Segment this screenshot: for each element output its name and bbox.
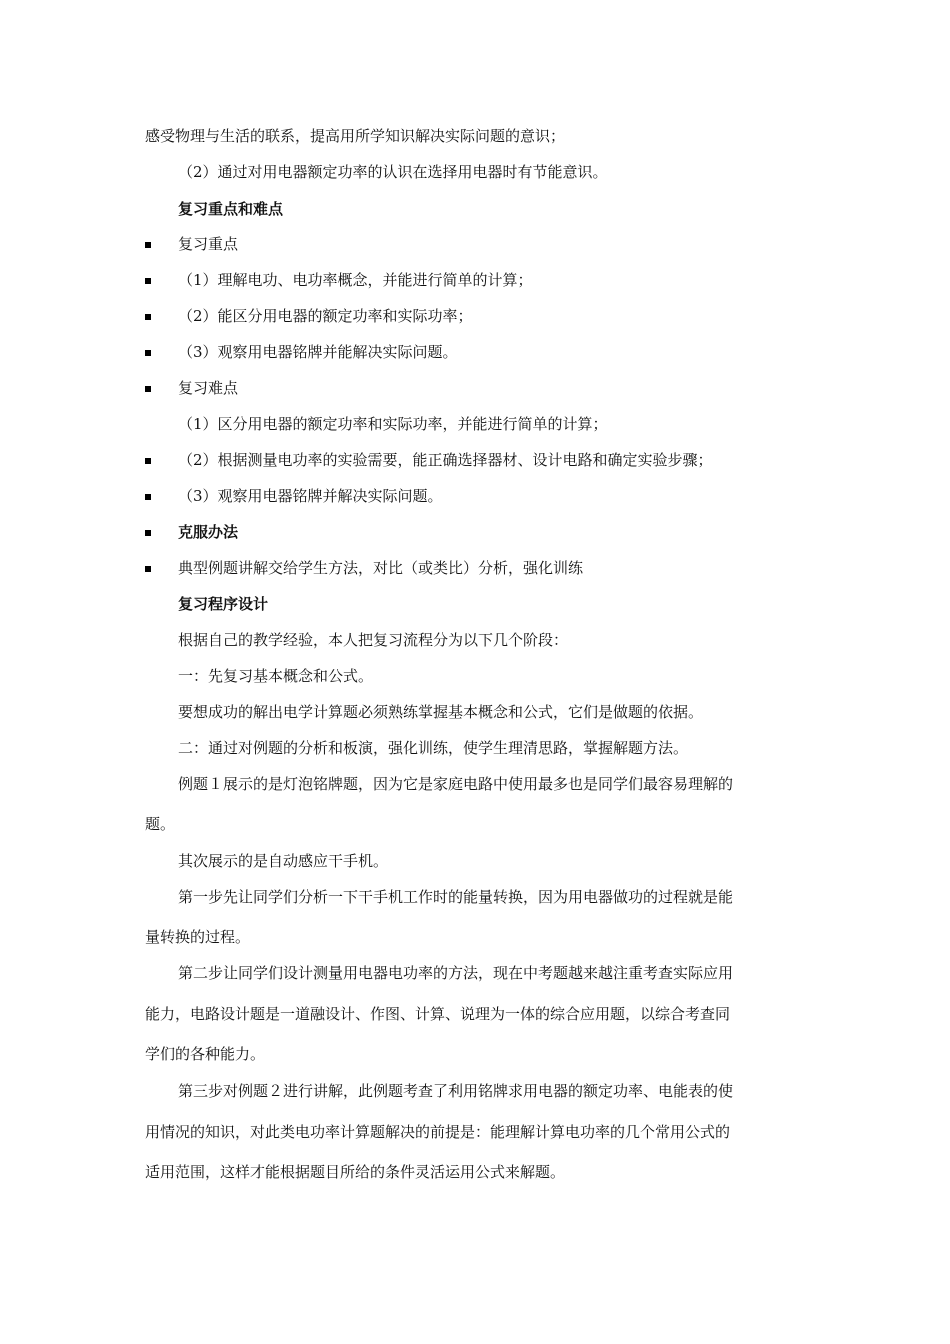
bullet-icon — [145, 278, 151, 284]
text-line: 用情况的知识，对此类电功率计算题解决的前提是：能理解计算电功率的几个常用公式的 — [145, 1123, 731, 1141]
text-line: （1）区分用电器的额定功率和实际功率，并能进行简单的计算； — [178, 415, 608, 433]
text-line: 感受物理与生活的联系，提高用所学知识解决实际问题的意识； — [145, 127, 566, 145]
bullet-icon — [145, 494, 151, 500]
text-line: 例题１展示的是灯泡铭牌题，因为它是家庭电路中使用最多也是同学们最容易理解的 — [178, 775, 734, 793]
text-line: 学们的各种能力。 — [145, 1045, 266, 1063]
text-line: 要想成功的解出电学计算题必须熟练掌握基本概念和公式，它们是做题的依据。 — [178, 703, 704, 721]
list-item: 复习重点 — [178, 235, 239, 253]
text-line: 能力，电路设计题是一道融设计、作图、计算、说理为一体的综合应用题，以综合考查同 — [145, 1005, 731, 1023]
bullet-icon — [145, 314, 151, 320]
text-line: 一：先复习基本概念和公式。 — [178, 667, 374, 685]
text-line: 题。 — [145, 815, 176, 833]
text-line: 二：通过对例题的分析和板演，强化训练，使学生理清思路，掌握解题方法。 — [178, 739, 689, 757]
list-item: 典型例题讲解交给学生方法，对比（或类比）分析，强化训练 — [178, 559, 584, 577]
text-line: 第二步让同学们设计测量用电器电功率的方法，现在中考题越来越注重考查实际应用 — [178, 964, 734, 982]
bullet-icon — [145, 530, 151, 536]
bullet-icon — [145, 458, 151, 464]
text-line: 第一步先让同学们分析一下干手机工作时的能量转换，因为用电器做功的过程就是能 — [178, 888, 734, 906]
list-item: （3）观察用电器铭牌并能解决实际问题。 — [178, 343, 458, 361]
list-item: （3）观察用电器铭牌并解决实际问题。 — [178, 487, 443, 505]
section-heading: 克服办法 — [178, 523, 239, 541]
text-line: 第三步对例题２进行讲解，此例题考查了利用铭牌求用电器的额定功率、电能表的使 — [178, 1082, 734, 1100]
section-heading: 复习重点和难点 — [178, 200, 284, 218]
list-item: 复习难点 — [178, 379, 239, 397]
text-line: 根据自己的教学经验，本人把复习流程分为以下几个阶段： — [178, 631, 569, 649]
text-line: （2）通过对用电器额定功率的认识在选择用电器时有节能意识。 — [178, 163, 608, 181]
list-item: （2）能区分用电器的额定功率和实际功率； — [178, 307, 473, 325]
text-line: 适用范围，这样才能根据题目所给的条件灵活运用公式来解题。 — [145, 1163, 566, 1181]
list-item: （2）根据测量电功率的实验需要，能正确选择器材、设计电路和确定实验步骤； — [178, 451, 713, 469]
text-line: 其次展示的是自动感应干手机。 — [178, 852, 389, 870]
section-heading: 复习程序设计 — [178, 595, 269, 613]
bullet-icon — [145, 566, 151, 572]
text-line: 量转换的过程。 — [145, 928, 251, 946]
bullet-icon — [145, 386, 151, 392]
bullet-icon — [145, 350, 151, 356]
bullet-icon — [145, 242, 151, 248]
list-item: （1）理解电功、电功率概念，并能进行简单的计算； — [178, 271, 533, 289]
